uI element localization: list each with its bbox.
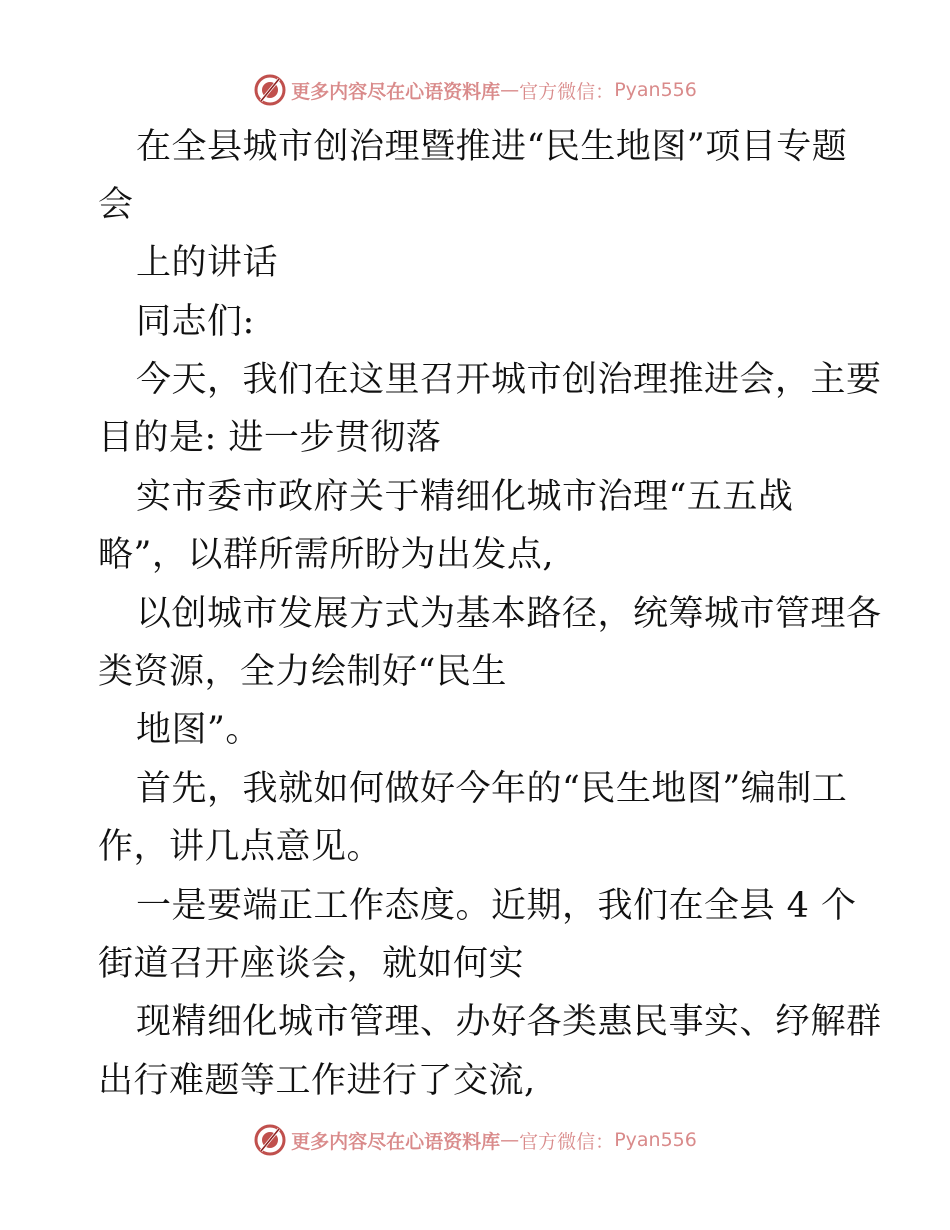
doc-line: 以创城市发展方式为基本路径，统筹城市管理各 bbox=[136, 594, 882, 634]
watermark-banner-bottom bbox=[0, 1120, 950, 1160]
watermark-wechat-id: Pyan556 bbox=[614, 79, 697, 101]
pen-logo-icon bbox=[253, 73, 287, 107]
watermark-dash: — bbox=[500, 79, 520, 101]
watermark-site-text: 更多内容尽在心语资料库 bbox=[291, 80, 501, 103]
watermark-dash: — bbox=[500, 1129, 520, 1151]
doc-line: 出行难题等工作进行了交流, bbox=[98, 1061, 536, 1101]
watermark-wechat-label: 官方微信： bbox=[519, 80, 615, 103]
watermark-wechat-label: 官方微信： bbox=[519, 1130, 615, 1153]
doc-line: 地图”。 bbox=[136, 710, 261, 750]
watermark-wechat-id: Pyan556 bbox=[614, 1129, 697, 1151]
doc-line: 在全县城市创治理暨推进“民生地图”项目专题 bbox=[136, 127, 848, 167]
doc-line: 类资源，全力绘制好“民生 bbox=[98, 652, 507, 692]
watermark-site-text: 更多内容尽在心语资料库 bbox=[291, 1130, 501, 1153]
doc-line: 同志们: bbox=[136, 302, 255, 342]
doc-line: 一是要端正工作态度。近期，我们在全县 4 个 bbox=[136, 886, 857, 926]
pen-logo-icon bbox=[253, 1123, 287, 1157]
doc-line: 街道召开座谈会，就如何实 bbox=[98, 944, 525, 984]
doc-line: 作，讲几点意见。 bbox=[98, 827, 383, 867]
watermark-banner-top bbox=[0, 70, 950, 110]
doc-line: 会 bbox=[98, 185, 134, 225]
doc-line: 略”，以群所需所盼为出发点, bbox=[98, 535, 555, 575]
doc-line: 上的讲话 bbox=[136, 243, 279, 283]
doc-line: 目的是: 进一步贯彻落 bbox=[98, 418, 442, 458]
doc-line: 今天，我们在这里召开城市创治理推进会，主要 bbox=[136, 360, 882, 400]
doc-line: 首先，我就如何做好今年的“民生地图”编制工 bbox=[136, 769, 848, 809]
doc-line: 实市委市政府关于精细化城市治理“五五战 bbox=[136, 477, 794, 517]
doc-line: 现精细化城市管理、办好各类惠民事实、纾解群 bbox=[136, 1002, 882, 1042]
